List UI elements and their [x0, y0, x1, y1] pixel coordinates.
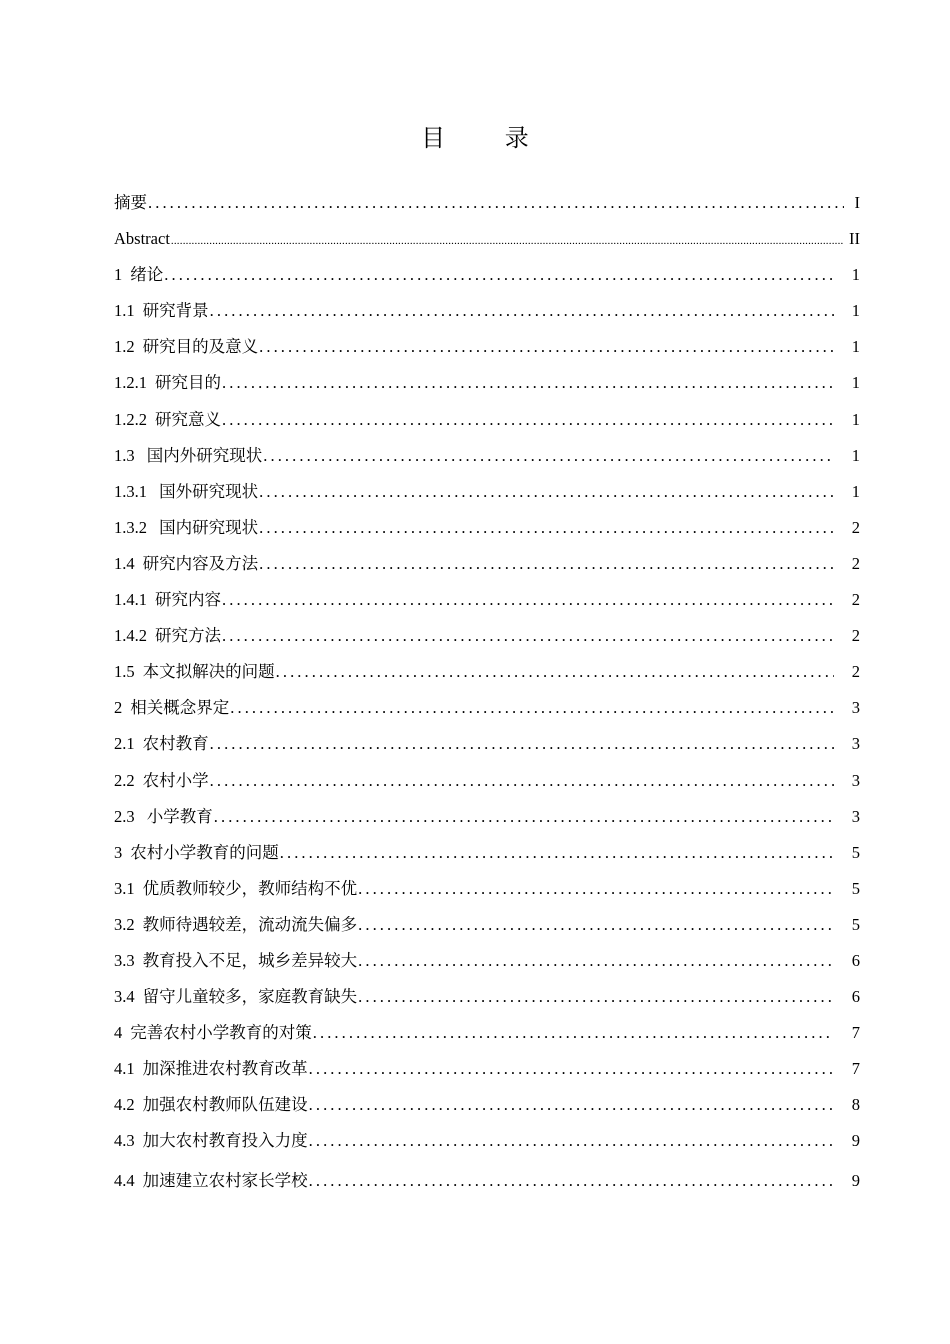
toc-leader-dots — [164, 257, 834, 293]
toc-entry-label — [114, 835, 279, 871]
toc-entry-text: 农村教育 — [142, 734, 209, 754]
toc-entry[interactable] — [114, 654, 860, 690]
toc-entry-number: 4.4 — [114, 1170, 135, 1190]
toc-entry-page: 1 — [851, 373, 860, 393]
toc-entry-text: 教师待遇较差，流动流失偏多 — [142, 914, 358, 934]
toc-entry-page: 2 — [851, 517, 860, 537]
toc-entry-page: 6 — [851, 987, 860, 1007]
toc-entry-label — [114, 618, 221, 654]
toc-entry-text: 留守儿童较多，家庭教育缺失 — [142, 987, 358, 1007]
toc-entry-label — [114, 979, 357, 1015]
toc-entry-label — [114, 907, 357, 943]
toc-leader-dots — [276, 654, 834, 690]
toc-entry-number: 1.4.2 — [114, 626, 147, 646]
toc-leader-dots — [309, 1163, 834, 1199]
toc-entry-text: 研究背景 — [142, 301, 209, 321]
toc-entry-page: 1 — [851, 409, 860, 429]
toc-entry-label — [114, 329, 258, 365]
toc-entry-text: 小学教育 — [142, 806, 213, 826]
toc-entry-number: 1.3.1 — [114, 481, 147, 501]
toc-entry-text: 国内研究现状 — [155, 517, 259, 537]
toc-entry[interactable] — [114, 402, 860, 438]
toc-entry-label — [114, 402, 221, 438]
toc-entry-label — [114, 1051, 308, 1087]
toc-entry-text: 完善农村小学教育的对策 — [130, 1023, 312, 1043]
toc-entry-text: 农村小学教育的问题 — [130, 842, 279, 862]
toc-entry-text: 研究意义 — [155, 409, 221, 429]
toc-entry[interactable] — [114, 1163, 860, 1199]
toc-leader-dots — [358, 871, 834, 907]
toc-entry[interactable] — [114, 943, 860, 979]
toc-entry[interactable] — [114, 257, 860, 293]
toc-entry[interactable] — [114, 293, 860, 329]
toc-title: 目 录 — [421, 124, 555, 152]
toc-entry[interactable] — [114, 726, 860, 762]
toc-entry-label — [114, 1087, 308, 1123]
toc-entry-text: 研究目的及意义 — [142, 337, 259, 357]
toc-entry[interactable] — [114, 835, 860, 871]
toc-entry-text: Abstract — [114, 229, 170, 249]
toc-entry-number: 2.2 — [114, 770, 135, 790]
toc-leader-dots — [259, 329, 834, 365]
toc-leader-dots — [171, 223, 844, 259]
toc-entry-text: 绪论 — [130, 265, 164, 285]
toc-entry-number: 1.2.1 — [114, 373, 147, 393]
toc-leader-dots — [259, 510, 834, 546]
toc-entry[interactable] — [114, 185, 860, 221]
toc-leader-dots — [358, 979, 834, 1015]
toc-leader-dots — [222, 402, 834, 438]
toc-entry-number: 4 — [114, 1023, 123, 1043]
toc-entry-page: I — [854, 193, 860, 212]
toc-entry-label — [114, 510, 258, 546]
toc-entry[interactable] — [114, 690, 860, 726]
toc-entry-page: 1 — [851, 445, 860, 465]
toc-entry-text: 国外研究现状 — [155, 481, 259, 501]
toc-entry-number: 4.1 — [114, 1059, 135, 1079]
toc-entry-label — [114, 1163, 308, 1199]
toc-entry-page: 5 — [851, 878, 860, 898]
toc-list — [114, 185, 860, 1199]
toc-entry-label — [114, 763, 209, 799]
toc-entry-number: 3 — [114, 842, 123, 862]
toc-entry[interactable] — [114, 221, 860, 257]
toc-entry-number: 4.2 — [114, 1095, 135, 1115]
toc-entry-text: 加大农村教育投入力度 — [142, 1131, 308, 1151]
toc-entry-text: 研究内容 — [155, 590, 221, 610]
toc-entry-number: 1.4 — [114, 553, 135, 573]
toc-leader-dots — [309, 1123, 834, 1159]
toc-entry-text: 本文拟解决的问题 — [142, 662, 275, 682]
toc-entry-page: 7 — [851, 1059, 860, 1079]
toc-entry-number: 3.4 — [114, 987, 135, 1007]
toc-entry-label — [114, 293, 209, 329]
toc-entry-page: II — [849, 229, 860, 249]
toc-entry-label — [114, 221, 170, 257]
toc-entry[interactable] — [114, 438, 860, 474]
toc-leader-dots — [358, 943, 834, 979]
toc-entry-label — [114, 438, 262, 474]
toc-entry-page: 9 — [851, 1131, 860, 1151]
toc-entry-page: 5 — [851, 914, 860, 934]
toc-entry[interactable] — [114, 907, 860, 943]
toc-entry-page: 1 — [851, 337, 860, 357]
toc-entry[interactable] — [114, 546, 860, 582]
toc-entry[interactable] — [114, 1015, 860, 1051]
toc-leader-dots — [309, 1087, 834, 1123]
toc-entry-number: 1.5 — [114, 662, 135, 682]
toc-entry[interactable] — [114, 1123, 860, 1159]
toc-entry[interactable] — [114, 1051, 860, 1087]
toc-entry-label — [114, 474, 258, 510]
toc-leader-dots — [148, 185, 844, 221]
toc-entry-text: 摘要 — [114, 193, 147, 212]
toc-entry-text: 研究内容及方法 — [142, 553, 259, 573]
toc-entry-label — [114, 1123, 308, 1159]
toc-entry-page: 2 — [851, 662, 860, 682]
toc-entry-label — [114, 799, 213, 835]
toc-entry-label — [114, 1015, 312, 1051]
toc-entry-number: 1.3 — [114, 445, 135, 465]
toc-entry-text: 加深推进农村教育改革 — [142, 1059, 308, 1079]
toc-leader-dots — [263, 438, 834, 474]
toc-leader-dots — [222, 618, 834, 654]
toc-entry[interactable] — [114, 474, 860, 510]
toc-entry-page: 3 — [851, 734, 860, 754]
toc-entry-page: 2 — [851, 626, 860, 646]
toc-entry-number: 1.1 — [114, 301, 135, 321]
toc-leader-dots — [358, 907, 834, 943]
toc-entry-number: 1.2.2 — [114, 409, 147, 429]
toc-entry-number: 1.4.1 — [114, 590, 147, 610]
toc-entry-label — [114, 582, 221, 618]
toc-entry-label — [114, 690, 229, 726]
toc-entry-page: 9 — [851, 1170, 860, 1190]
toc-entry-text: 加强农村教师队伍建设 — [142, 1095, 308, 1115]
toc-entry-label — [114, 257, 163, 293]
toc-entry-label — [114, 546, 258, 582]
toc-entry-page: 3 — [851, 770, 860, 790]
toc-leader-dots — [222, 582, 834, 618]
toc-leader-dots — [222, 365, 834, 401]
toc-entry-label — [114, 654, 275, 690]
toc-entry-number: 3.1 — [114, 878, 135, 898]
toc-entry-number: 2 — [114, 698, 123, 718]
toc-entry[interactable] — [114, 618, 860, 654]
toc-entry[interactable] — [114, 979, 860, 1015]
toc-entry[interactable] — [114, 799, 860, 835]
toc-leader-dots — [210, 726, 834, 762]
toc-entry[interactable] — [114, 1087, 860, 1123]
toc-entry-label — [114, 726, 209, 762]
toc-leader-dots — [309, 1051, 834, 1087]
toc-entry[interactable] — [114, 871, 860, 907]
toc-entry-text: 国内外研究现状 — [142, 445, 263, 465]
toc-entry-number: 3.2 — [114, 914, 135, 934]
toc-entry-number: 1.2 — [114, 337, 135, 357]
toc-entry[interactable] — [114, 582, 860, 618]
toc-entry-page: 2 — [851, 590, 860, 610]
toc-entry[interactable] — [114, 510, 860, 546]
toc-entry-number: 1 — [114, 265, 123, 285]
toc-entry-number: 2.3 — [114, 806, 135, 826]
toc-entry-page: 6 — [851, 950, 860, 970]
toc-leader-dots — [210, 763, 834, 799]
toc-entry-text: 加速建立农村家长学校 — [142, 1170, 308, 1190]
toc-entry-page: 8 — [851, 1095, 860, 1115]
toc-leader-dots — [214, 799, 834, 835]
toc-leader-dots — [313, 1015, 834, 1051]
toc-leader-dots — [230, 690, 834, 726]
toc-entry-label — [114, 185, 147, 221]
toc-entry[interactable] — [114, 329, 860, 365]
toc-entry-label — [114, 943, 357, 979]
toc-entry-text: 研究方法 — [155, 626, 221, 646]
toc-entry-text: 教育投入不足，城乡差异较大 — [142, 950, 358, 970]
toc-entry-label — [114, 365, 221, 401]
toc-entry[interactable] — [114, 763, 860, 799]
toc-entry-page: 7 — [851, 1023, 860, 1043]
toc-entry-text: 研究目的 — [155, 373, 221, 393]
toc-entry-number: 2.1 — [114, 734, 135, 754]
toc-entry-page: 3 — [851, 698, 860, 718]
toc-entry-page: 2 — [851, 553, 860, 573]
toc-entry-page: 3 — [851, 806, 860, 826]
toc-entry-number: 4.3 — [114, 1131, 135, 1151]
toc-leader-dots — [259, 474, 834, 510]
toc-entry-page: 1 — [851, 301, 860, 321]
toc-leader-dots — [259, 546, 834, 582]
toc-entry-text: 农村小学 — [142, 770, 209, 790]
toc-entry-page: 1 — [851, 481, 860, 501]
toc-entry[interactable] — [114, 365, 860, 401]
toc-entry-label — [114, 871, 357, 907]
toc-entry-number: 1.3.2 — [114, 517, 147, 537]
toc-entry-number: 3.3 — [114, 950, 135, 970]
toc-leader-dots — [210, 293, 834, 329]
toc-entry-text: 相关概念界定 — [130, 698, 230, 718]
toc-leader-dots — [280, 835, 834, 871]
toc-entry-text: 优质教师较少，教师结构不优 — [142, 878, 358, 898]
toc-entry-page: 5 — [851, 842, 860, 862]
toc-entry-page: 1 — [851, 265, 860, 285]
